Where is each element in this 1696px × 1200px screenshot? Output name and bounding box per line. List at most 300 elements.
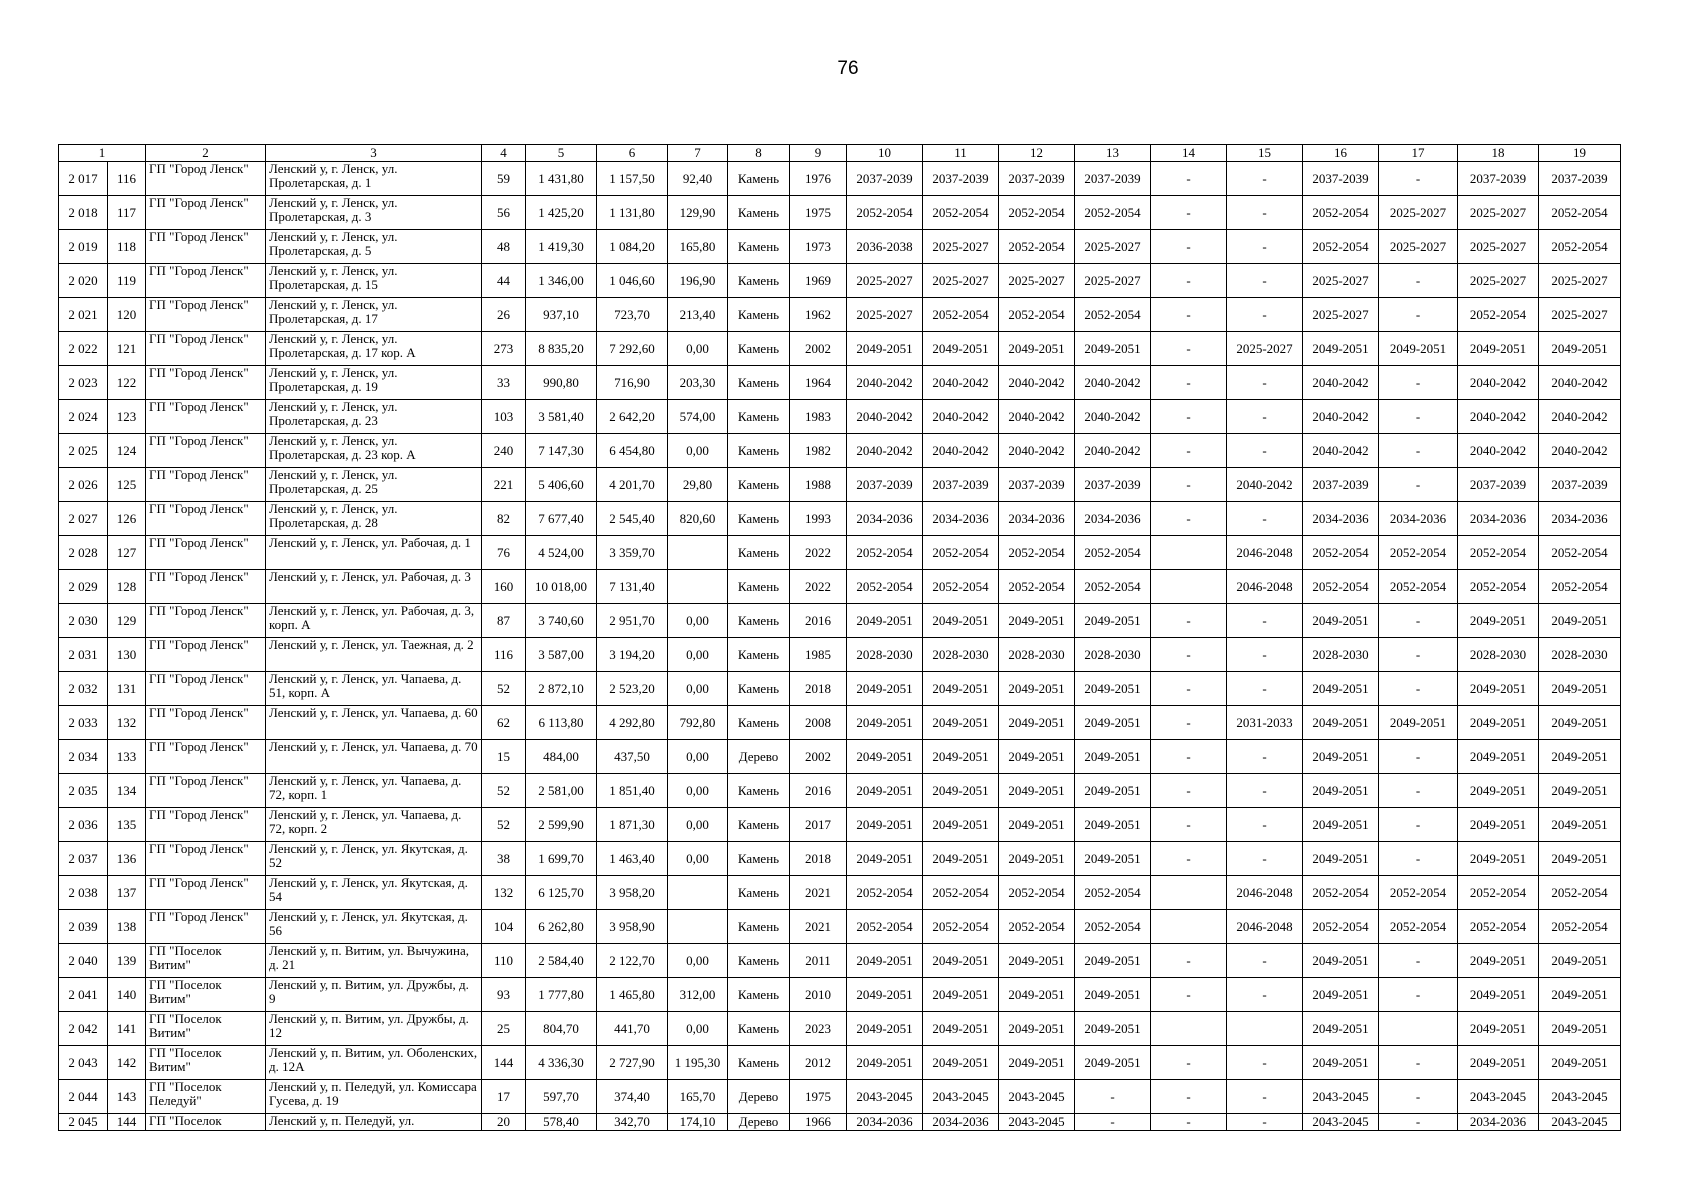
table-cell: 2037-2039 (1539, 468, 1621, 502)
table-cell: 1975 (790, 196, 847, 230)
table-cell: 2052-2054 (1458, 910, 1539, 944)
table-cell: 2049-2051 (999, 1012, 1075, 1046)
table-cell: 2052-2054 (847, 196, 923, 230)
table-cell: 2040-2042 (1303, 366, 1379, 400)
table-cell: 2049-2051 (847, 1012, 923, 1046)
table-cell: 1 084,20 (597, 230, 668, 264)
table-cell: 2028-2030 (923, 638, 999, 672)
table-cell: 2025-2027 (1227, 332, 1303, 366)
table-cell: 2037-2039 (923, 468, 999, 502)
table-cell: 2043-2045 (1303, 1080, 1379, 1114)
table-cell: 2049-2051 (1539, 1046, 1621, 1080)
table-cell: Ленский у, г. Ленск, ул. Пролетарская, д. 23 кор. А (266, 434, 482, 468)
table-cell: 2049-2051 (1458, 706, 1539, 740)
table-cell: 56 (482, 196, 526, 230)
table-cell: 2040-2042 (999, 366, 1075, 400)
table-cell: ГП "Поселок (146, 1114, 266, 1131)
table-cell: 0,00 (668, 842, 728, 876)
table-cell: 2049-2051 (1539, 978, 1621, 1012)
table-cell: 1993 (790, 502, 847, 536)
table-cell: 126 (108, 502, 146, 536)
table-cell: - (1227, 366, 1303, 400)
table-cell: 2 043 (59, 1046, 108, 1080)
table-cell: 2049-2051 (1303, 332, 1379, 366)
table-cell: Камень (728, 400, 790, 434)
table-cell: Ленский у, п. Витим, ул. Дружбы, д. 12 (266, 1012, 482, 1046)
table-cell: - (1151, 808, 1227, 842)
table-cell: ГП "Поселок Витим" (146, 978, 266, 1012)
table-row (59, 774, 1621, 808)
table-cell: 2049-2051 (847, 740, 923, 774)
table-cell: 2049-2051 (1539, 706, 1621, 740)
table-cell: 2049-2051 (923, 332, 999, 366)
table-cell: 2052-2054 (1303, 196, 1379, 230)
table-cell: Ленский у, п. Витим, ул. Вычужина, д. 21 (266, 944, 482, 978)
table-cell: 2025-2027 (847, 264, 923, 298)
table-cell: 131 (108, 672, 146, 706)
table-cell: 1 699,70 (526, 842, 597, 876)
table-cell: 597,70 (526, 1080, 597, 1114)
table-cell: 2052-2054 (1539, 876, 1621, 910)
table-row (59, 876, 1621, 910)
table-cell: 2 028 (59, 536, 108, 570)
table-cell: 2037-2039 (999, 162, 1075, 196)
table-cell: Ленский у, г. Ленск, ул. Рабочая, д. 3, корп. А (266, 604, 482, 638)
table-cell: 2049-2051 (923, 604, 999, 638)
table-cell: 165,70 (668, 1080, 728, 1114)
table-cell: 2040-2042 (1458, 434, 1539, 468)
table-cell: ГП "Город Ленск" (146, 196, 266, 230)
table-cell: 2025-2027 (1458, 230, 1539, 264)
table-cell: 2049-2051 (1303, 706, 1379, 740)
table-cell: 2025-2027 (1075, 264, 1151, 298)
table-cell: 2052-2054 (1379, 536, 1458, 570)
table-cell: 2049-2051 (1458, 808, 1539, 842)
table-cell: 0,00 (668, 672, 728, 706)
table-cell: 104 (482, 910, 526, 944)
table-cell: 2040-2042 (847, 400, 923, 434)
table-cell: 2049-2051 (923, 774, 999, 808)
table-cell: Ленский у, г. Ленск, ул. Якутская, д. 54 (266, 876, 482, 910)
header-cell: 2 (146, 145, 266, 162)
table-cell: - (1379, 740, 1458, 774)
table-cell: 6 262,80 (526, 910, 597, 944)
table-cell: 1 431,80 (526, 162, 597, 196)
table-cell: 2037-2039 (847, 468, 923, 502)
table-cell: 2049-2051 (1075, 672, 1151, 706)
table-cell: 2 039 (59, 910, 108, 944)
table-cell: 2025-2027 (923, 264, 999, 298)
table-cell: 312,00 (668, 978, 728, 1012)
table-cell: - (1227, 434, 1303, 468)
table-row (59, 978, 1621, 1012)
header-cell: 10 (847, 145, 923, 162)
table-cell: 17 (482, 1080, 526, 1114)
table-cell: 2010 (790, 978, 847, 1012)
table-cell: 2052-2054 (923, 570, 999, 604)
header-cell: 15 (1227, 145, 1303, 162)
table-cell: 62 (482, 706, 526, 740)
table-cell: 2034-2036 (847, 502, 923, 536)
table-cell: 1985 (790, 638, 847, 672)
table-cell: Камень (728, 366, 790, 400)
table-cell: 15 (482, 740, 526, 774)
table-cell: 2052-2054 (999, 196, 1075, 230)
table-cell: 2040-2042 (1075, 400, 1151, 434)
table-cell: 2052-2054 (999, 536, 1075, 570)
table-cell: 52 (482, 774, 526, 808)
table-cell: ГП "Город Ленск" (146, 502, 266, 536)
table-cell: - (1379, 604, 1458, 638)
table-cell: Камень (728, 434, 790, 468)
table-cell: 2052-2054 (923, 298, 999, 332)
table-cell: 2040-2042 (1227, 468, 1303, 502)
table-cell: ГП "Город Ленск" (146, 638, 266, 672)
table-cell: 92,40 (668, 162, 728, 196)
table-cell: ГП "Город Ленск" (146, 400, 266, 434)
table-cell: 2034-2036 (1379, 502, 1458, 536)
table-cell: - (1379, 808, 1458, 842)
table-cell: 129 (108, 604, 146, 638)
table-cell: 2049-2051 (1539, 842, 1621, 876)
table-cell: 2049-2051 (999, 808, 1075, 842)
table-cell: Ленский у, г. Ленск, ул. Пролетарская, д. 5 (266, 230, 482, 264)
table-cell: 2049-2051 (847, 1046, 923, 1080)
table-cell: - (1075, 1080, 1151, 1114)
table-cell: 2 034 (59, 740, 108, 774)
table-cell: 129,90 (668, 196, 728, 230)
table-cell: Ленский у, п. Пеледуй, ул. (266, 1114, 482, 1131)
table-cell: Ленский у, г. Ленск, ул. Таежная, д. 2 (266, 638, 482, 672)
table-cell: 6 454,80 (597, 434, 668, 468)
table-cell: 2025-2027 (847, 298, 923, 332)
table-cell: 2049-2051 (1303, 740, 1379, 774)
table-cell: 2028-2030 (847, 638, 923, 672)
table-cell: Ленский у, г. Ленск, ул. Чапаева, д. 70 (266, 740, 482, 774)
table-cell: Камень (728, 706, 790, 740)
table-cell: 2052-2054 (999, 910, 1075, 944)
table-cell: 2040-2042 (1539, 434, 1621, 468)
table-cell: 2040-2042 (923, 434, 999, 468)
table-cell: 2046-2048 (1227, 876, 1303, 910)
table-cell: 2 642,20 (597, 400, 668, 434)
table-row (59, 808, 1621, 842)
table-cell: 2012 (790, 1046, 847, 1080)
table-cell: 2028-2030 (999, 638, 1075, 672)
data-table (58, 144, 1621, 1131)
table-cell: Камень (728, 332, 790, 366)
table-cell: 2052-2054 (1379, 876, 1458, 910)
table-cell: 2043-2045 (923, 1080, 999, 1114)
table-row (59, 1012, 1621, 1046)
table-cell: 2043-2045 (1303, 1114, 1379, 1131)
table-cell: 2037-2039 (923, 162, 999, 196)
table-cell: Камень (728, 808, 790, 842)
table-cell: 0,00 (668, 434, 728, 468)
table-cell: 2052-2054 (847, 876, 923, 910)
table-cell: 2040-2042 (1303, 434, 1379, 468)
table-cell: 2040-2042 (1458, 400, 1539, 434)
table-cell: 2046-2048 (1227, 536, 1303, 570)
table-cell: 2034-2036 (923, 502, 999, 536)
table-cell: 2 030 (59, 604, 108, 638)
table-cell: 574,00 (668, 400, 728, 434)
table-cell: 2052-2054 (923, 196, 999, 230)
table-cell: 374,40 (597, 1080, 668, 1114)
table-cell: - (1227, 264, 1303, 298)
table-cell: 2049-2051 (1303, 672, 1379, 706)
table-cell: 2049-2051 (923, 842, 999, 876)
table-cell: 2 029 (59, 570, 108, 604)
table-cell: - (1151, 1046, 1227, 1080)
table-row (59, 706, 1621, 740)
table-cell: - (1151, 196, 1227, 230)
table-cell: 2 872,10 (526, 672, 597, 706)
table-cell: 2040-2042 (1539, 400, 1621, 434)
table-cell: Ленский у, г. Ленск, ул. Якутская, д. 56 (266, 910, 482, 944)
table-cell: Камень (728, 264, 790, 298)
table-cell: 2049-2051 (999, 774, 1075, 808)
table-cell: 2037-2039 (1458, 468, 1539, 502)
table-cell: 2040-2042 (1303, 400, 1379, 434)
table-cell: 2049-2051 (1075, 808, 1151, 842)
table-cell: 2037-2039 (1303, 468, 1379, 502)
table-cell: 2037-2039 (1075, 162, 1151, 196)
table-cell: 1973 (790, 230, 847, 264)
table-cell: 2052-2054 (847, 910, 923, 944)
table-cell: 3 958,90 (597, 910, 668, 944)
table-cell: 342,70 (597, 1114, 668, 1131)
table-cell: 716,90 (597, 366, 668, 400)
table-cell: 820,60 (668, 502, 728, 536)
table-cell: 2043-2045 (847, 1080, 923, 1114)
table-cell: 2049-2051 (1075, 332, 1151, 366)
table-cell: 2 033 (59, 706, 108, 740)
table-row (59, 332, 1621, 366)
table-cell: 2025-2027 (923, 230, 999, 264)
table-cell: 2034-2036 (1075, 502, 1151, 536)
table-cell: 2 023 (59, 366, 108, 400)
header-cell: 16 (1303, 145, 1379, 162)
table-cell: ГП "Город Ленск" (146, 876, 266, 910)
table-cell: 2021 (790, 910, 847, 944)
table-cell: 127 (108, 536, 146, 570)
table-cell: ГП "Город Ленск" (146, 740, 266, 774)
table-cell: - (1379, 672, 1458, 706)
table-cell: 2034-2036 (1539, 502, 1621, 536)
header-cell: 7 (668, 145, 728, 162)
table-cell: - (1227, 808, 1303, 842)
table-cell: 128 (108, 570, 146, 604)
table-cell: Ленский у, г. Ленск, ул. Рабочая, д. 1 (266, 536, 482, 570)
table-cell: 130 (108, 638, 146, 672)
table-cell: 2 035 (59, 774, 108, 808)
table-row (59, 264, 1621, 298)
table-cell: 2028-2030 (1458, 638, 1539, 672)
table-cell: - (1227, 740, 1303, 774)
table-cell: 2043-2045 (999, 1114, 1075, 1131)
table-cell: - (1151, 400, 1227, 434)
table-cell: 143 (108, 1080, 146, 1114)
table-row (59, 1114, 1621, 1131)
table-cell (1151, 536, 1227, 570)
table-cell: Камень (728, 502, 790, 536)
table-cell: 2049-2051 (1303, 842, 1379, 876)
table-cell: Камень (728, 536, 790, 570)
table-cell: 2052-2054 (999, 230, 1075, 264)
table-cell: 2 581,00 (526, 774, 597, 808)
table-cell: ГП "Поселок Витим" (146, 1046, 266, 1080)
table-cell: 2025-2027 (1303, 264, 1379, 298)
table-cell: - (1227, 230, 1303, 264)
table-cell: ГП "Город Ленск" (146, 332, 266, 366)
table-cell: 0,00 (668, 740, 728, 774)
table-cell: ГП "Город Ленск" (146, 162, 266, 196)
table-row (59, 842, 1621, 876)
table-cell: - (1227, 774, 1303, 808)
table-cell: 1 851,40 (597, 774, 668, 808)
table-cell (1379, 1012, 1458, 1046)
table-cell: 2049-2051 (1303, 1012, 1379, 1046)
table-cell: - (1227, 1046, 1303, 1080)
table-cell: - (1151, 842, 1227, 876)
table-cell: 0,00 (668, 638, 728, 672)
table-cell: 2016 (790, 604, 847, 638)
table-cell: ГП "Поселок Пеледуй" (146, 1080, 266, 1114)
table-cell: 4 524,00 (526, 536, 597, 570)
table-cell: ГП "Город Ленск" (146, 536, 266, 570)
table-cell: 2049-2051 (923, 1046, 999, 1080)
table-cell: 2 026 (59, 468, 108, 502)
table-cell: 2049-2051 (923, 808, 999, 842)
table-cell: 33 (482, 366, 526, 400)
table-cell: Ленский у, г. Ленск, ул. Пролетарская, д. 15 (266, 264, 482, 298)
table-cell: 87 (482, 604, 526, 638)
table-cell: 2052-2054 (999, 570, 1075, 604)
table-cell: 1966 (790, 1114, 847, 1131)
table-cell: 2049-2051 (1458, 774, 1539, 808)
table-cell: 2049-2051 (1539, 1012, 1621, 1046)
table-cell: 110 (482, 944, 526, 978)
table-cell: 2037-2039 (999, 468, 1075, 502)
table-cell: - (1151, 944, 1227, 978)
table-cell: 2 951,70 (597, 604, 668, 638)
table-cell: 120 (108, 298, 146, 332)
table-cell: 2049-2051 (1458, 978, 1539, 1012)
table-cell: 2 020 (59, 264, 108, 298)
table-cell: 2052-2054 (1303, 536, 1379, 570)
header-cell: 11 (923, 145, 999, 162)
table-cell: 1 131,80 (597, 196, 668, 230)
table-cell: 2016 (790, 774, 847, 808)
table-cell: Камень (728, 604, 790, 638)
table-cell: 213,40 (668, 298, 728, 332)
table-cell: - (1151, 604, 1227, 638)
table-cell: 2025-2027 (1539, 264, 1621, 298)
table-cell: Камень (728, 570, 790, 604)
table-cell: Ленский у, г. Ленск, ул. Рабочая, д. 3 (266, 570, 482, 604)
table-cell: 4 336,30 (526, 1046, 597, 1080)
table-cell: 29,80 (668, 468, 728, 502)
table-cell: 25 (482, 1012, 526, 1046)
table-cell: 2034-2036 (1303, 502, 1379, 536)
table-cell: 2049-2051 (847, 672, 923, 706)
table-cell: 2049-2051 (1303, 774, 1379, 808)
table-cell: 804,70 (526, 1012, 597, 1046)
table-cell (1227, 1012, 1303, 1046)
table-cell: 1 419,30 (526, 230, 597, 264)
table-cell: - (1151, 740, 1227, 774)
table-cell: 2049-2051 (1075, 740, 1151, 774)
table-cell: 2040-2042 (1539, 366, 1621, 400)
table-cell: - (1227, 400, 1303, 434)
table-cell: 2037-2039 (847, 162, 923, 196)
table-cell: 2 018 (59, 196, 108, 230)
table-cell: ГП "Город Ленск" (146, 230, 266, 264)
table-cell: 2 042 (59, 1012, 108, 1046)
table-cell: 2049-2051 (923, 978, 999, 1012)
table-cell: ГП "Город Ленск" (146, 570, 266, 604)
table-cell: 125 (108, 468, 146, 502)
table-cell: 123 (108, 400, 146, 434)
table-cell: 138 (108, 910, 146, 944)
table-cell: 2040-2042 (923, 366, 999, 400)
table-cell: 1962 (790, 298, 847, 332)
table-cell: 4 201,70 (597, 468, 668, 502)
table-cell: 1988 (790, 468, 847, 502)
table-cell: 2040-2042 (1075, 434, 1151, 468)
table-cell: - (1075, 1114, 1151, 1131)
table-cell: ГП "Город Ленск" (146, 842, 266, 876)
table-cell: 174,10 (668, 1114, 728, 1131)
table-cell: ГП "Поселок Витим" (146, 1012, 266, 1046)
table-cell: - (1151, 298, 1227, 332)
table-cell: 2049-2051 (1458, 604, 1539, 638)
table-cell: 2046-2048 (1227, 910, 1303, 944)
table-cell: - (1151, 774, 1227, 808)
table-cell (1151, 876, 1227, 910)
table-row (59, 604, 1621, 638)
table-cell: - (1227, 842, 1303, 876)
header-cell: 18 (1458, 145, 1539, 162)
table-cell: 2052-2054 (1458, 536, 1539, 570)
table-cell: 2049-2051 (999, 672, 1075, 706)
table-cell: ГП "Город Ленск" (146, 672, 266, 706)
table-cell: 135 (108, 808, 146, 842)
table-cell: 2 031 (59, 638, 108, 672)
table-cell: 2049-2051 (1075, 774, 1151, 808)
table-cell: 82 (482, 502, 526, 536)
table-cell: - (1379, 944, 1458, 978)
table-row (59, 672, 1621, 706)
table-row (59, 162, 1621, 196)
table-cell: 2052-2054 (1075, 196, 1151, 230)
table-cell: Ленский у, г. Ленск, ул. Пролетарская, д. 19 (266, 366, 482, 400)
header-cell: 5 (526, 145, 597, 162)
table-cell: 44 (482, 264, 526, 298)
table-cell: 2052-2054 (1379, 910, 1458, 944)
table-cell: 2052-2054 (1075, 298, 1151, 332)
table-cell: - (1227, 638, 1303, 672)
table-cell: 139 (108, 944, 146, 978)
table-cell: 2043-2045 (1539, 1114, 1621, 1131)
table-cell: 2 044 (59, 1080, 108, 1114)
table-cell: 1 777,80 (526, 978, 597, 1012)
table-cell: 2049-2051 (1075, 1012, 1151, 1046)
table-cell: Камень (728, 774, 790, 808)
table-cell: 0,00 (668, 944, 728, 978)
table-cell: 937,10 (526, 298, 597, 332)
